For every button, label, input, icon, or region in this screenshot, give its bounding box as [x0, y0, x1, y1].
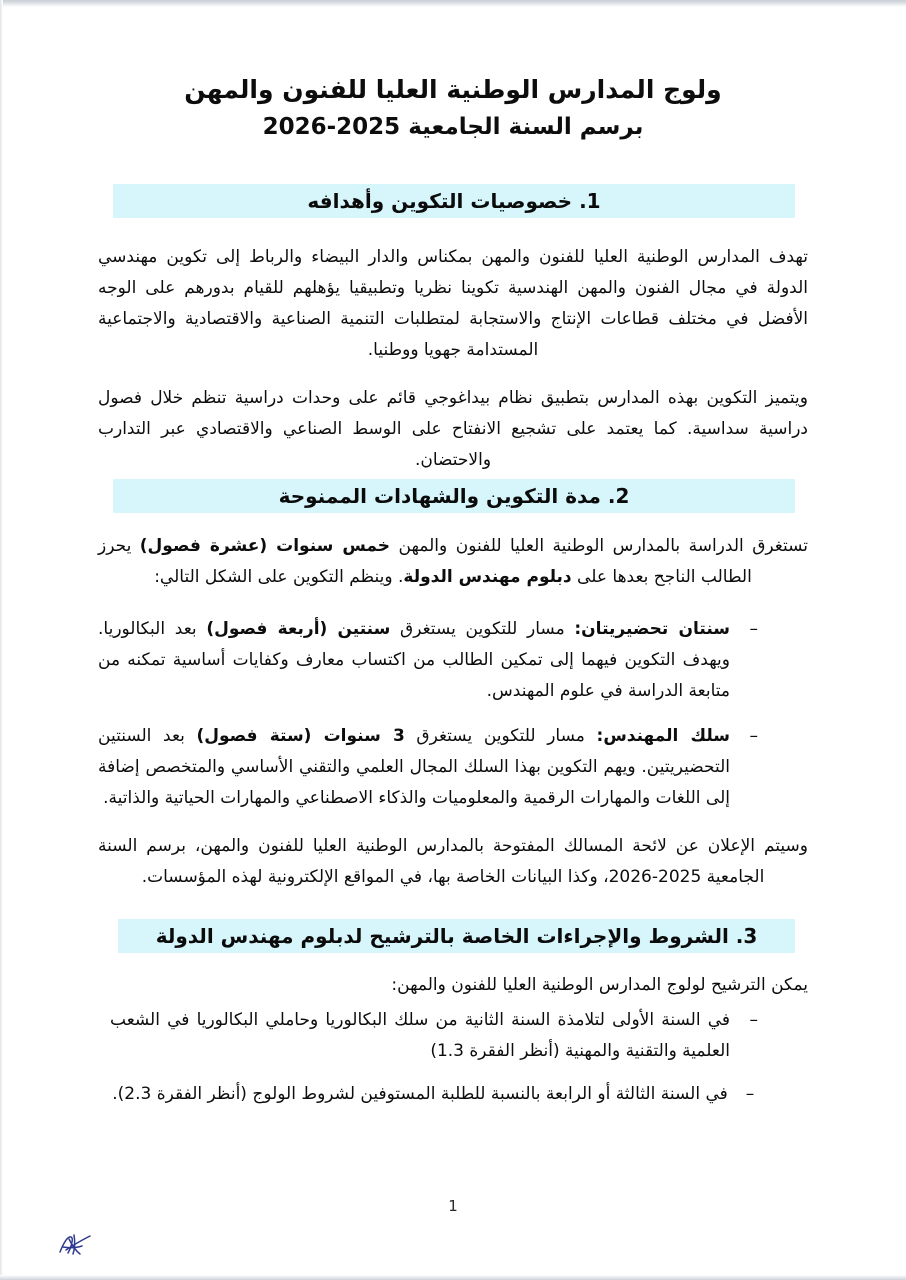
- bullet-dash-icon: –: [749, 1010, 758, 1030]
- section-1-paragraph-1: تهدف المدارس الوطنية العليا للفنون والمهن بمكناس والدار البيضاء والرباط إلى تكوين مهندسي الدولة في مجال الفنون والمهن الهندسية تكوينا نظريا وتطبيقيا يؤهلهم للقيام بدورهم على الوجه الأفضل في مختلف قطاعات الإنتاج والاستجابة لمتطلبات التنمية الصناعية والاقتصادية والاجتماعية المستدامة جهويا ووطنيا.: [98, 247, 808, 360]
- scan-edge-top: [0, 0, 906, 7]
- section-3-bullet-2-text: في السنة الثالثة أو الرابعة بالنسبة للطلبة المستوفين لشروط الولوج (أنظر الفقرة 2.3).: [112, 1083, 728, 1104]
- scan-edge-left: [0, 0, 3, 1280]
- section-heading-1: 1. خصوصيات التكوين وأهدافه: [307, 189, 601, 213]
- section-2-intro-bold-1: خمس سنوات (عشرة فصول): [139, 536, 391, 556]
- list-item: [110, 1005, 760, 1067]
- section-2-bullet-list: [98, 614, 760, 824]
- bullet-1-text-1: مسار للتكوين يستغرق: [390, 619, 575, 639]
- section-3-bullet-list: [110, 1005, 760, 1120]
- list-item: [110, 1079, 760, 1110]
- section-2-intro-part-1: تستغرق الدراسة بالمدارس الوطنية العليا للفنون والمهن: [390, 536, 808, 556]
- bullet-1-text-2: بعد البكالوريا. ويهدف التكوين فيهما إلى تمكين الطالب من اكتساب معارف وكفايات أساسية تمكنه من متابعة الدراسة في علوم المهندس.: [98, 619, 730, 701]
- list-item: [98, 614, 760, 707]
- page-number: 1: [448, 1197, 458, 1215]
- bullet-1-bold-1: سنتان تحضيريتان:: [574, 619, 730, 639]
- bullet-dash-icon: –: [745, 1083, 755, 1104]
- bullet-dash-icon: –: [749, 619, 758, 639]
- handwritten-signature-mark: [52, 1228, 98, 1262]
- bullet-2-bold-1: سلك المهندس:: [596, 725, 730, 746]
- section-heading-2: 2. مدة التكوين والشهادات الممنوحة: [278, 484, 630, 508]
- scan-edge-bottom: [0, 1275, 906, 1280]
- document-title-line-1: ولوج المدارس الوطنية العليا للفنون والمهن: [184, 75, 722, 104]
- section-2-intro-part-3: . وينظم التكوين على الشكل التالي:: [154, 566, 404, 587]
- section-heading-band-3: [118, 919, 795, 953]
- section-heading-3: 3. الشروط والإجراءات الخاصة بالترشيح لدبلوم مهندس الدولة: [155, 924, 758, 948]
- list-item: [98, 721, 760, 814]
- section-3-bullet-1-text: في السنة الأولى لتلامذة السنة الثانية من سلك البكالوريا وحاملي البكالوريا في الشعب العلمية والتقنية والمهنية (أنظر الفقرة 1.3): [110, 1010, 730, 1061]
- document-title-line-2: برسم السنة الجامعية 2025-2026: [262, 113, 644, 140]
- section-3-intro: يمكن الترشيح لولوج المدارس الوطنية العليا للفنون والمهن:: [391, 975, 808, 995]
- section-1-paragraph-2: ويتميز التكوين بهذه المدارس بتطبيق نظام بيداغوجي قائم على وحدات دراسية تنظم خلال فصول دراسية سداسية. كما يعتمد على تشجيع الانفتاح على الوسط الصناعي والاقتصادي عبر التدارب والاحتضان.: [98, 388, 808, 470]
- bullet-dash-icon: –: [749, 725, 758, 746]
- document-title: [0, 72, 906, 143]
- section-heading-band-2: [113, 479, 795, 513]
- bullet-2-text-2: بعد السنتين التحضيريتين. ويهم التكوين بهذا السلك المجال العلمي والتقني الأساسي والمتخصص إضافة إلى اللغات والمهارات الرقمية والمعلوميات والذكاء الاصطناعي والمهارات الحياتية والذاتية.: [98, 725, 730, 808]
- section-heading-band-1: [113, 184, 795, 218]
- bullet-2-bold-2: 3 سنوات (ستة فصول): [196, 725, 405, 746]
- section-2-intro-bold-2: دبلوم مهندس الدولة: [403, 566, 572, 587]
- bullet-2-text-1: مسار للتكوين يستغرق: [404, 725, 597, 746]
- bullet-1-bold-2: سنتين (أربعة فصول): [206, 619, 391, 639]
- section-2-intro-part-2: يحرز الطالب الناجح بعدها على: [98, 536, 752, 587]
- section-2-closing-paragraph: وسيتم الإعلان عن لائحة المسالك المفتوحة بالمدارس الوطنية العليا للفنون والمهن، برسم السنة الجامعية 2025-2026، وكذا البيانات الخاصة بها، في المواقع الإلكترونية لهذه المؤسسات.: [98, 836, 808, 887]
- section-2-intro: [98, 531, 808, 593]
